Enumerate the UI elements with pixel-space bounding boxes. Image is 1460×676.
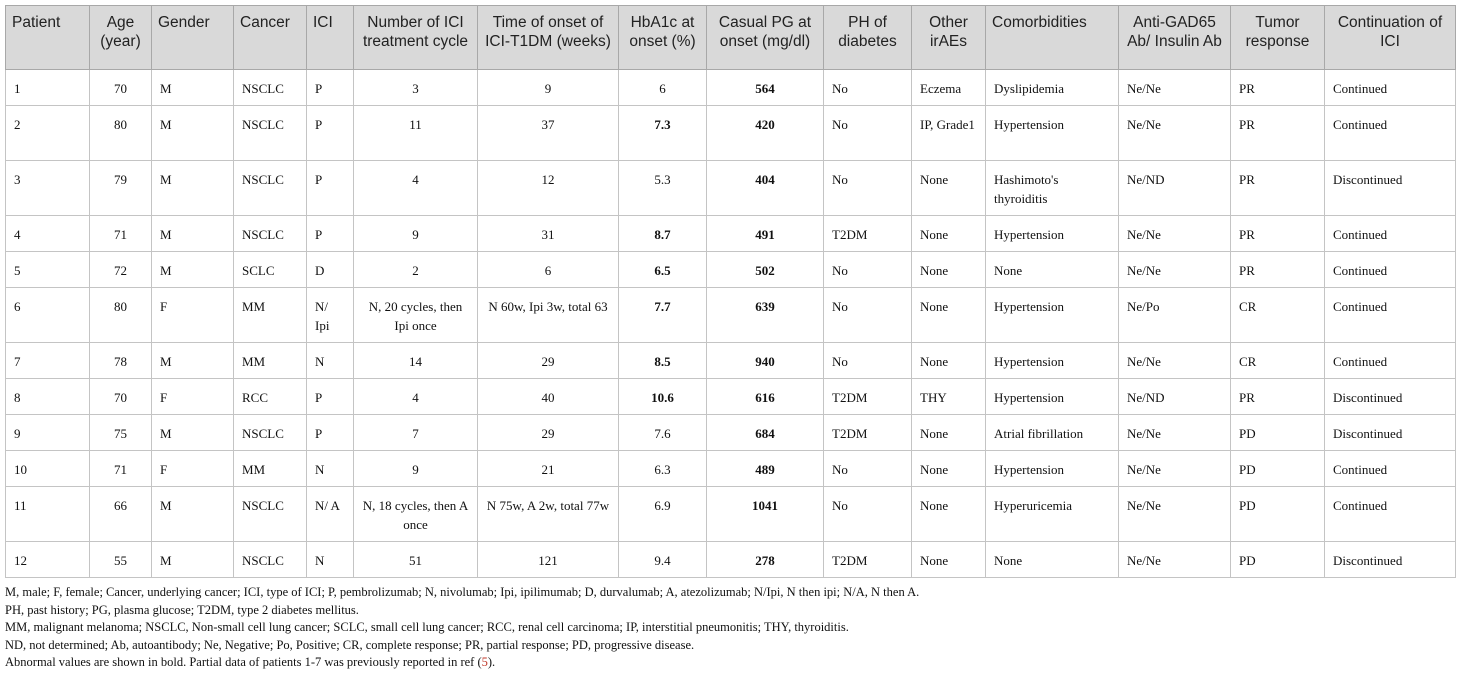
cell-antibody: Ne/Ne xyxy=(1119,487,1231,542)
cell-ici: N xyxy=(307,451,354,487)
cell-ph: T2DM xyxy=(824,379,912,415)
cell-irae: None xyxy=(912,415,986,451)
cell-ici: N xyxy=(307,542,354,578)
cell-onset: 37 xyxy=(478,106,619,161)
cell-cancer: MM xyxy=(234,288,307,343)
header-pg: Casual PG at onset (mg/dl) xyxy=(707,6,824,70)
cell-comorbidities: Dyslipidemia xyxy=(986,70,1119,106)
cell-gender: M xyxy=(152,216,234,252)
cell-comorbidities: Hypertension xyxy=(986,106,1119,161)
cell-ici: P xyxy=(307,70,354,106)
cell-antibody: Ne/Ne xyxy=(1119,343,1231,379)
cell-patient: 12 xyxy=(6,542,90,578)
cell-age: 72 xyxy=(90,252,152,288)
table-row xyxy=(6,70,1456,106)
cell-antibody: Ne/Ne xyxy=(1119,451,1231,487)
cell-cancer: MM xyxy=(234,451,307,487)
cell-onset: N 75w, A 2w, total 77w xyxy=(478,487,619,542)
cell-age: 75 xyxy=(90,415,152,451)
cell-comorbidities: Hyperuricemia xyxy=(986,487,1119,542)
footnote-line: MM, malignant melanoma; NSCLC, Non-small cell lung cancer; SCLC, small cell lung cancer; RCC, renal cell carcinoma; IP, interstitial pneumonitis; THY, thyroiditis. xyxy=(5,620,849,634)
cell-gender: M xyxy=(152,542,234,578)
cell-ph: No xyxy=(824,343,912,379)
cell-response: CR xyxy=(1231,343,1325,379)
header-irae: Other irAEs xyxy=(912,6,986,70)
cell-comorbidities: Hypertension xyxy=(986,451,1119,487)
cell-ici: N/ A xyxy=(307,487,354,542)
cell-antibody: Ne/Ne xyxy=(1119,106,1231,161)
cell-cycles: 7 xyxy=(354,415,478,451)
cell-cycles: 9 xyxy=(354,216,478,252)
cell-hba1c: 7.3 xyxy=(619,106,707,161)
cell-patient: 9 xyxy=(6,415,90,451)
cell-ph: No xyxy=(824,161,912,216)
cell-pg: 616 xyxy=(707,379,824,415)
cell-hba1c: 5.3 xyxy=(619,161,707,216)
cell-continuation: Continued xyxy=(1325,252,1456,288)
cell-patient: 10 xyxy=(6,451,90,487)
cell-ph: No xyxy=(824,288,912,343)
header-row xyxy=(6,6,1456,70)
cell-response: PD xyxy=(1231,542,1325,578)
cell-response: PR xyxy=(1231,106,1325,161)
cell-ph: T2DM xyxy=(824,415,912,451)
cell-cycles: N, 18 cycles, then A once xyxy=(354,487,478,542)
cell-patient: 2 xyxy=(6,106,90,161)
cell-ph: T2DM xyxy=(824,216,912,252)
cell-irae: None xyxy=(912,252,986,288)
cell-response: PR xyxy=(1231,252,1325,288)
table-row xyxy=(6,161,1456,216)
table-row xyxy=(6,415,1456,451)
cell-ph: No xyxy=(824,106,912,161)
footnote-line xyxy=(5,654,1455,672)
footnote-text: Abnormal values are shown in bold. Partial data of patients 1-7 was previously reported in ref ( xyxy=(5,655,482,669)
cell-response: PR xyxy=(1231,216,1325,252)
cell-hba1c: 8.5 xyxy=(619,343,707,379)
cell-ph: No xyxy=(824,451,912,487)
header-ph: PH of diabetes xyxy=(824,6,912,70)
table-row xyxy=(6,216,1456,252)
cell-antibody: Ne/Ne xyxy=(1119,70,1231,106)
cell-continuation: Discontinued xyxy=(1325,379,1456,415)
table-footnotes xyxy=(5,584,1455,672)
cell-comorbidities: Hypertension xyxy=(986,343,1119,379)
table-row xyxy=(6,542,1456,578)
cell-continuation: Continued xyxy=(1325,343,1456,379)
cell-ph: T2DM xyxy=(824,542,912,578)
cell-antibody: Ne/ND xyxy=(1119,379,1231,415)
header-comorbidities: Comorbidities xyxy=(986,6,1119,70)
cell-cancer: NSCLC xyxy=(234,161,307,216)
footnote-text: ). xyxy=(487,655,496,669)
cell-onset: 29 xyxy=(478,415,619,451)
cell-response: PR xyxy=(1231,161,1325,216)
cell-hba1c: 6.9 xyxy=(619,487,707,542)
cell-hba1c: 7.6 xyxy=(619,415,707,451)
cell-hba1c: 6 xyxy=(619,70,707,106)
cell-antibody: Ne/ND xyxy=(1119,161,1231,216)
cell-cancer: RCC xyxy=(234,379,307,415)
cell-irae: None xyxy=(912,487,986,542)
cell-pg: 489 xyxy=(707,451,824,487)
reference-link[interactable]: 5 xyxy=(481,655,488,669)
cell-response: PR xyxy=(1231,70,1325,106)
cell-cycles: 14 xyxy=(354,343,478,379)
cell-gender: M xyxy=(152,343,234,379)
cell-ici: N/ Ipi xyxy=(307,288,354,343)
cell-gender: M xyxy=(152,161,234,216)
cell-pg: 491 xyxy=(707,216,824,252)
cell-gender: M xyxy=(152,415,234,451)
header-gender: Gender xyxy=(152,6,234,70)
cell-continuation: Continued xyxy=(1325,487,1456,542)
cell-cycles: 3 xyxy=(354,70,478,106)
cell-ici: P xyxy=(307,379,354,415)
cell-age: 80 xyxy=(90,288,152,343)
cell-ici: D xyxy=(307,252,354,288)
cell-continuation: Continued xyxy=(1325,451,1456,487)
cell-cancer: NSCLC xyxy=(234,216,307,252)
cell-hba1c: 10.6 xyxy=(619,379,707,415)
cell-patient: 1 xyxy=(6,70,90,106)
cell-gender: M xyxy=(152,106,234,161)
cell-cancer: NSCLC xyxy=(234,106,307,161)
cell-irae: None xyxy=(912,542,986,578)
cell-irae: THY xyxy=(912,379,986,415)
table-row xyxy=(6,379,1456,415)
cell-gender: F xyxy=(152,379,234,415)
cell-pg: 420 xyxy=(707,106,824,161)
cell-irae: IP, Grade1 xyxy=(912,106,986,161)
cell-continuation: Continued xyxy=(1325,216,1456,252)
cell-response: PR xyxy=(1231,379,1325,415)
cell-antibody: Ne/Ne xyxy=(1119,542,1231,578)
cell-gender: M xyxy=(152,252,234,288)
cell-pg: 639 xyxy=(707,288,824,343)
cell-response: PD xyxy=(1231,487,1325,542)
cell-irae: Eczema xyxy=(912,70,986,106)
cell-hba1c: 6.3 xyxy=(619,451,707,487)
cell-cancer: NSCLC xyxy=(234,487,307,542)
cell-onset: 40 xyxy=(478,379,619,415)
cell-comorbidities: Hypertension xyxy=(986,379,1119,415)
cell-pg: 502 xyxy=(707,252,824,288)
cell-onset: 9 xyxy=(478,70,619,106)
cell-continuation: Continued xyxy=(1325,288,1456,343)
cell-irae: None xyxy=(912,216,986,252)
cell-ph: No xyxy=(824,252,912,288)
footnote-line: M, male; F, female; Cancer, underlying cancer; ICI, type of ICI; P, pembrolizumab; N, nivolumab; Ipi, ipilimumab; D, durvalumab; A, atezolizumab; N/Ipi, N then ipi; N/A, N then A. xyxy=(5,585,920,599)
cell-patient: 3 xyxy=(6,161,90,216)
cell-cycles: 4 xyxy=(354,379,478,415)
cell-cycles: N, 20 cycles, then Ipi once xyxy=(354,288,478,343)
cell-gender: F xyxy=(152,288,234,343)
cell-age: 66 xyxy=(90,487,152,542)
table-row xyxy=(6,252,1456,288)
cell-response: CR xyxy=(1231,288,1325,343)
cell-comorbidities: Hypertension xyxy=(986,216,1119,252)
header-age: Age (year) xyxy=(90,6,152,70)
cell-ici: P xyxy=(307,161,354,216)
header-response: Tumor response xyxy=(1231,6,1325,70)
cell-ici: P xyxy=(307,106,354,161)
cell-cycles: 4 xyxy=(354,161,478,216)
header-ici: ICI xyxy=(307,6,354,70)
cell-continuation: Continued xyxy=(1325,70,1456,106)
cell-patient: 11 xyxy=(6,487,90,542)
cell-onset: 31 xyxy=(478,216,619,252)
cell-irae: None xyxy=(912,161,986,216)
table-row xyxy=(6,487,1456,542)
table-row xyxy=(6,451,1456,487)
table-row xyxy=(6,343,1456,379)
cell-onset: 6 xyxy=(478,252,619,288)
header-hba1c: HbA1c at onset (%) xyxy=(619,6,707,70)
footnote-line: PH, past history; PG, plasma glucose; T2DM, type 2 diabetes mellitus. xyxy=(5,602,359,617)
cell-ph: No xyxy=(824,487,912,542)
footnote-line: ND, not determined; Ab, autoantibody; Ne, Negative; Po, Positive; CR, complete response; PR, partial response; PD, progressive disease. xyxy=(5,637,695,652)
cell-cancer: NSCLC xyxy=(234,70,307,106)
header-continuation: Continuation of ICI xyxy=(1325,6,1456,70)
cell-cancer: NSCLC xyxy=(234,542,307,578)
cell-continuation: Discontinued xyxy=(1325,415,1456,451)
cell-onset: 21 xyxy=(478,451,619,487)
header-onset: Time of onset of ICI-T1DM (weeks) xyxy=(478,6,619,70)
cell-pg: 1041 xyxy=(707,487,824,542)
cell-irae: None xyxy=(912,451,986,487)
header-antibody: Anti-GAD65 Ab/ Insulin Ab xyxy=(1119,6,1231,70)
cell-continuation: Continued xyxy=(1325,106,1456,161)
cell-antibody: Ne/Ne xyxy=(1119,415,1231,451)
cell-pg: 404 xyxy=(707,161,824,216)
cell-pg: 564 xyxy=(707,70,824,106)
cell-comorbidities: None xyxy=(986,252,1119,288)
cell-continuation: Discontinued xyxy=(1325,542,1456,578)
cell-comorbidities: None xyxy=(986,542,1119,578)
cell-onset: N 60w, Ipi 3w, total 63 xyxy=(478,288,619,343)
header-cancer: Cancer xyxy=(234,6,307,70)
cell-age: 55 xyxy=(90,542,152,578)
cell-ici: N xyxy=(307,343,354,379)
cell-hba1c: 8.7 xyxy=(619,216,707,252)
cell-cycles: 9 xyxy=(354,451,478,487)
cell-age: 70 xyxy=(90,379,152,415)
cell-continuation: Discontinued xyxy=(1325,161,1456,216)
cell-gender: M xyxy=(152,70,234,106)
cell-ici: P xyxy=(307,415,354,451)
cell-cycles: 11 xyxy=(354,106,478,161)
cell-cancer: NSCLC xyxy=(234,415,307,451)
table-row xyxy=(6,288,1456,343)
cell-patient: 8 xyxy=(6,379,90,415)
cell-pg: 684 xyxy=(707,415,824,451)
cell-comorbidities: Hypertension xyxy=(986,288,1119,343)
cell-onset: 121 xyxy=(478,542,619,578)
cell-pg: 940 xyxy=(707,343,824,379)
cell-patient: 5 xyxy=(6,252,90,288)
cell-hba1c: 6.5 xyxy=(619,252,707,288)
cell-onset: 29 xyxy=(478,343,619,379)
cell-patient: 4 xyxy=(6,216,90,252)
cell-pg: 278 xyxy=(707,542,824,578)
cell-comorbidities: Hashimoto's thyroiditis xyxy=(986,161,1119,216)
cell-age: 79 xyxy=(90,161,152,216)
cell-antibody: Ne/Po xyxy=(1119,288,1231,343)
cell-antibody: Ne/Ne xyxy=(1119,252,1231,288)
cell-onset: 12 xyxy=(478,161,619,216)
cell-patient: 6 xyxy=(6,288,90,343)
table-row xyxy=(6,106,1456,161)
cell-antibody: Ne/Ne xyxy=(1119,216,1231,252)
cell-gender: M xyxy=(152,487,234,542)
cell-age: 80 xyxy=(90,106,152,161)
header-patient: Patient xyxy=(6,6,90,70)
cell-hba1c: 7.7 xyxy=(619,288,707,343)
cell-comorbidities: Atrial fibrillation xyxy=(986,415,1119,451)
cell-cycles: 51 xyxy=(354,542,478,578)
cell-irae: None xyxy=(912,288,986,343)
cell-age: 78 xyxy=(90,343,152,379)
header-cycles: Number of ICI treatment cycle xyxy=(354,6,478,70)
cell-irae: None xyxy=(912,343,986,379)
cell-hba1c: 9.4 xyxy=(619,542,707,578)
cell-response: PD xyxy=(1231,415,1325,451)
cell-ici: P xyxy=(307,216,354,252)
cell-cycles: 2 xyxy=(354,252,478,288)
patient-table xyxy=(5,5,1456,578)
cell-age: 70 xyxy=(90,70,152,106)
cell-response: PD xyxy=(1231,451,1325,487)
cell-cancer: MM xyxy=(234,343,307,379)
cell-ph: No xyxy=(824,70,912,106)
cell-cancer: SCLC xyxy=(234,252,307,288)
cell-age: 71 xyxy=(90,451,152,487)
cell-age: 71 xyxy=(90,216,152,252)
cell-patient: 7 xyxy=(6,343,90,379)
cell-gender: F xyxy=(152,451,234,487)
